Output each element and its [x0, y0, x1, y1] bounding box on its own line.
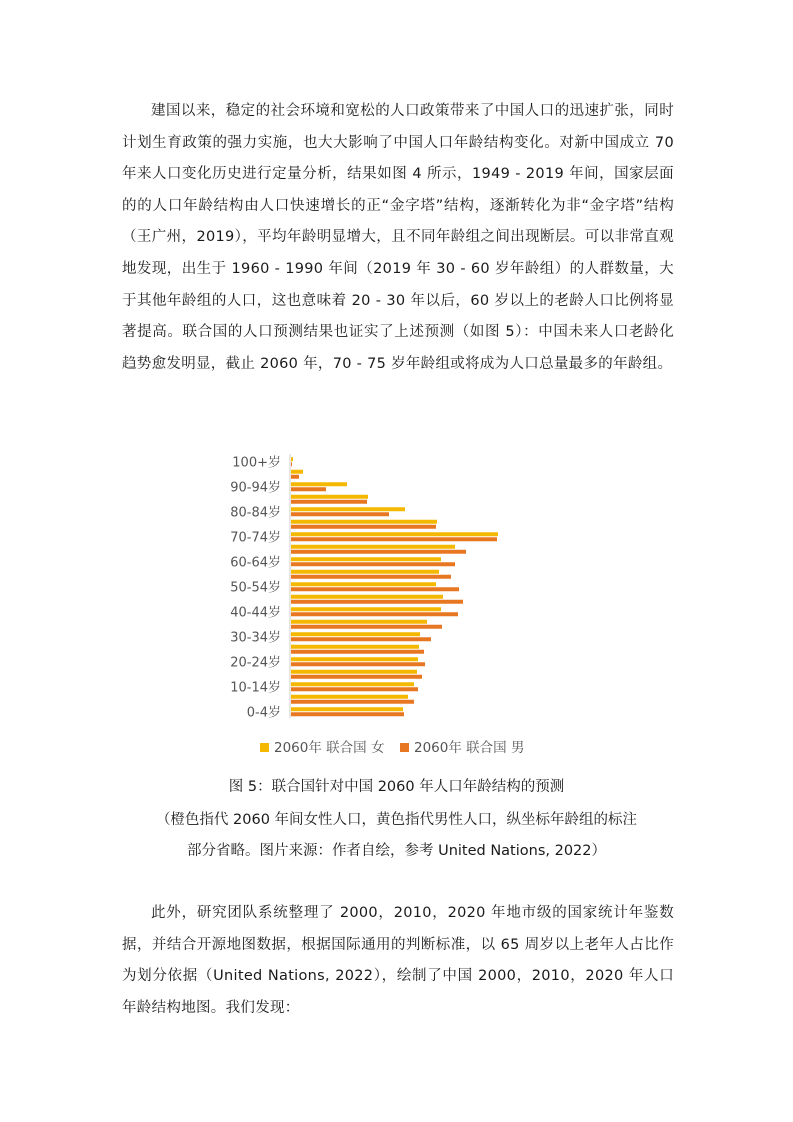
bar-male-12	[291, 562, 455, 566]
y-tick-label: 60-64岁	[230, 555, 281, 571]
y-tick-label: 20-24岁	[230, 655, 281, 671]
bar-male-14	[291, 537, 497, 541]
bar-female-18	[291, 482, 347, 486]
legend-label-female: 2060年 联合国 女	[274, 740, 385, 756]
chart-legend	[260, 739, 524, 756]
bar-female-14	[291, 532, 498, 536]
bar-male-16	[291, 512, 389, 516]
y-tick-label: 80-84岁	[230, 505, 281, 521]
y-tick-label: 30-34岁	[230, 630, 281, 646]
y-axis-tick-labels	[230, 454, 281, 720]
bar-female-5	[291, 645, 419, 649]
bar-female-20	[291, 457, 293, 461]
bar-male-6	[291, 637, 431, 641]
bar-male-9	[291, 600, 463, 604]
legend-swatch-female	[260, 743, 269, 752]
figure-caption-note-line1: （橙色指代 2060 年间女性人口，黄色指代男性人口，纵坐标年龄组的标注	[155, 812, 638, 828]
bar-female-4	[291, 657, 418, 661]
y-tick-label: 70-74岁	[230, 530, 281, 546]
population-pyramid-chart	[200, 448, 540, 768]
bar-female-17	[291, 495, 368, 499]
bar-female-11	[291, 570, 439, 574]
bar-male-4	[291, 662, 425, 666]
bars-group	[291, 457, 498, 716]
bar-male-5	[291, 650, 424, 654]
bar-female-6	[291, 632, 420, 636]
bar-male-11	[291, 575, 451, 579]
y-tick-label: 40-44岁	[230, 605, 281, 621]
bar-female-9	[291, 595, 443, 599]
bar-female-13	[291, 545, 455, 549]
bar-female-10	[291, 582, 436, 586]
legend-label-male: 2060年 联合国 男	[414, 740, 525, 756]
bar-female-2	[291, 682, 414, 686]
bar-male-17	[291, 500, 367, 504]
bar-male-20	[291, 462, 292, 466]
bar-female-0	[291, 707, 403, 711]
y-tick-label: 50-54岁	[230, 580, 281, 596]
bar-male-7	[291, 625, 442, 629]
bar-female-3	[291, 670, 417, 674]
bar-male-10	[291, 587, 459, 591]
y-tick-label: 10-14岁	[230, 680, 281, 696]
bar-male-2	[291, 687, 418, 691]
bar-female-16	[291, 507, 405, 511]
bar-female-7	[291, 620, 427, 624]
followup-paragraph: 此外，研究团队系统整理了 2000，2010，2020 年地市级的国家统计年鉴数据，并结合开源地图数据，根据国际通用的判断标准，以 65 周岁以上老年人占比作为划分依据（United Nations, 2022），绘制了中国 2000，2010，2020 年人口年龄结构地图。我们发现：	[122, 905, 674, 1016]
bar-female-15	[291, 520, 437, 524]
bar-male-8	[291, 612, 458, 616]
figure-caption-title: 图 5：联合国针对中国 2060 年人口年龄结构的预测	[228, 779, 565, 795]
y-tick-label: 90-94岁	[230, 480, 281, 496]
legend-swatch-male	[400, 743, 409, 752]
y-tick-label: 0-4岁	[246, 705, 281, 721]
bar-male-19	[291, 475, 299, 479]
bar-female-12	[291, 557, 441, 561]
y-tick-label: 100+岁	[232, 455, 281, 471]
bar-male-15	[291, 525, 436, 529]
bar-male-13	[291, 550, 466, 554]
figure-caption-note-line2: 部分省略。图片来源：作者自绘，参考 United Nations, 2022）	[186, 843, 607, 859]
intro-paragraph: 建国以来，稳定的社会环境和宽松的人口政策带来了中国人口的迅速扩张，同时计划生育政策的强力实施，也大大影响了中国人口年龄结构变化。对新中国成立 70 年来人口变化历史进行定量分析，结果如图 4 所示，1949 - 2019 年间，国家层面的的人口年龄结构由人口快速增长的正“金字塔”结构，逐渐转化为非“金字塔”结构（王广州，2019），平均年龄明显增大，且不同年龄组之间出现断层。可以非常直观地发现，出生于 1960 - 1990 年间（2019 年 30 - 60 岁年龄组）的人群数量，大于其他年龄组的人口，这也意味着 20 - 30 年以后，60 岁以上的老龄人口比例将显著提高。联合国的人口预测结果也证实了上述预测（如图 5）：中国未来人口老龄化趋势愈发明显，截止 2060 年，70 - 75 岁年龄组或将成为人口总量最多的年龄组。	[122, 103, 674, 372]
bar-female-19	[291, 470, 303, 474]
bar-female-8	[291, 607, 441, 611]
bar-male-3	[291, 675, 422, 679]
bar-male-18	[291, 487, 326, 491]
bar-female-1	[291, 695, 408, 699]
bar-male-1	[291, 700, 414, 704]
bar-male-0	[291, 712, 404, 716]
